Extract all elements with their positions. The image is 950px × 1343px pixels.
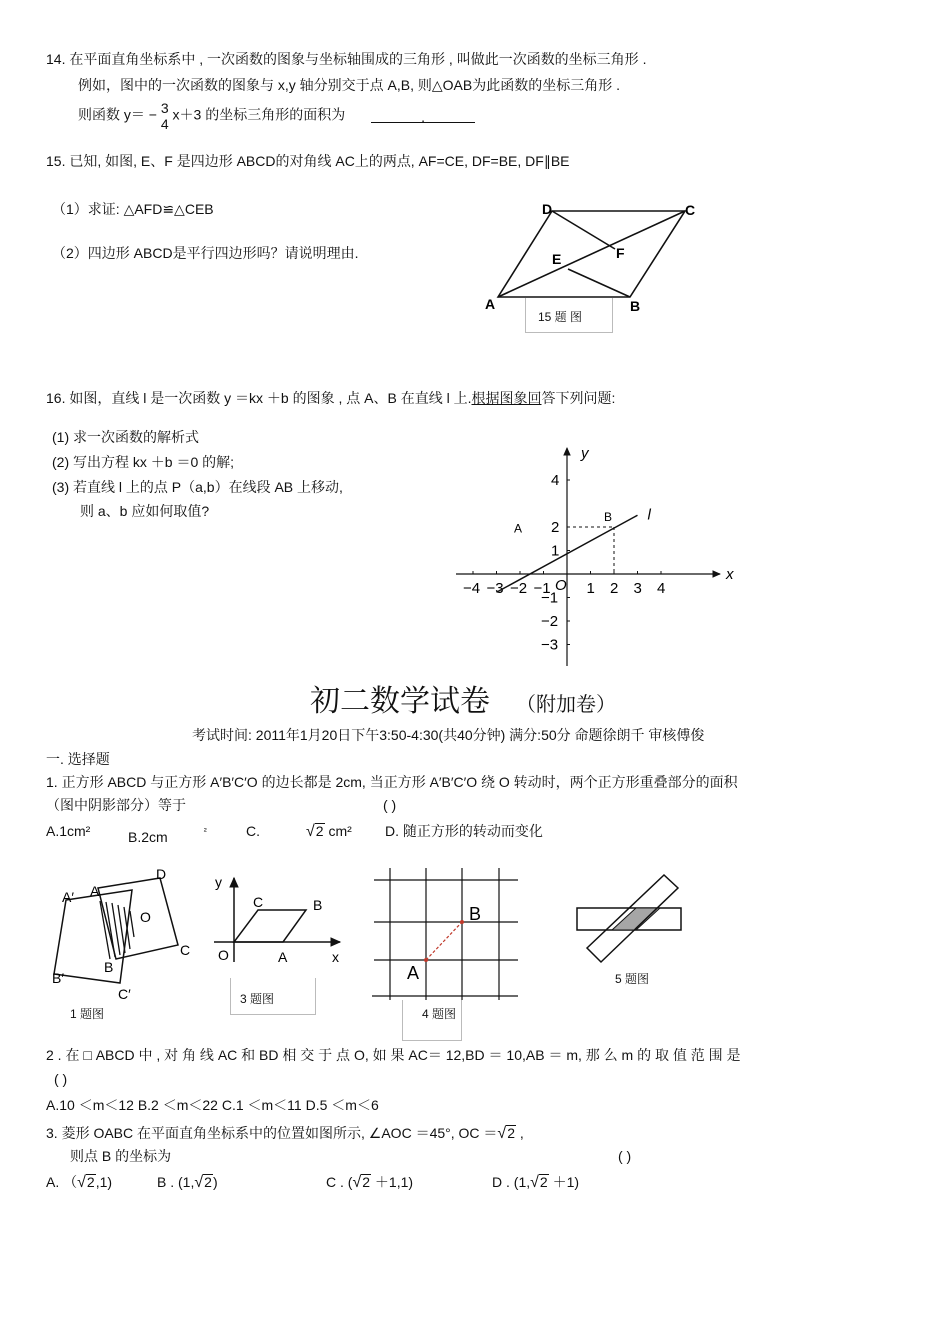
mc3-line2: 则点 B 的坐标为 xyxy=(70,1148,172,1164)
q14-line3 xyxy=(78,100,475,132)
mc3-option-b-post: ) xyxy=(212,1174,218,1190)
q16-line1-post: 答下列问题: xyxy=(541,390,616,406)
fig4 xyxy=(372,868,520,1000)
mc3-option-d-post: ＋1) xyxy=(548,1174,580,1190)
fig1-label: A′ xyxy=(62,889,74,905)
mc3-option-d[interactable]: D . (1,√2 ＋1) xyxy=(492,1174,580,1191)
q16-y-tick-label: 1 xyxy=(551,542,560,560)
fig1-label: C′ xyxy=(118,986,131,1002)
fig3 xyxy=(208,872,358,972)
q16-x-axis-label: x xyxy=(726,566,734,583)
q16-y-tick-label: −1 xyxy=(541,589,559,607)
q15-label-f: F xyxy=(616,245,625,261)
q16-item3: (3) 若直线 l 上的点 P（a,b）在线段 AB 上移动, xyxy=(52,479,343,495)
fig3-label: C xyxy=(253,894,264,910)
q16-x-tick-label: −2 xyxy=(510,580,528,597)
q16-line1-pre: 16. 如图，直线 l 是一次函数 y ＝kx ＋b 的图象 , 点 A、B 在直线 l 上. xyxy=(46,390,472,406)
extra-subtitle: （附加卷） xyxy=(516,692,616,716)
q15-segment-be xyxy=(568,269,630,297)
fig1-label: D xyxy=(156,866,167,882)
fig3-label: A xyxy=(278,949,288,965)
extra-info: 考试时间: 2011年1月20日下午3:50-4:30(共40分钟) 满分:50分 命题徐朗千 审核傅俊 xyxy=(192,727,705,743)
q15-label-e: E xyxy=(552,251,562,267)
mc1-line1: 1. 正方形 ABCD 与正方形 A′B′C′O 的边长都是 2cm, 当正方形 A′B′C′O 绕 O 转动时，两个正方形重叠部分的面积 xyxy=(46,774,738,790)
q16-item4: 则 a、b 应如何取值? xyxy=(80,503,210,519)
fig5 xyxy=(572,870,692,970)
mc3-paren[interactable]: ( ) xyxy=(618,1148,632,1164)
q14-line2: 例如，图中的一次函数的图象与 x,y 轴分别交于点 A,B, 则△OAB为此函数的坐标三角形 . xyxy=(78,77,621,93)
fig3-caption: 3 题图 xyxy=(240,992,275,1006)
q16-graph xyxy=(440,442,750,672)
mc3-line1: 3. 菱形 OABC 在平面直角坐标系中的位置如图所示, ∠AOC ＝45°, OC ＝√2 , xyxy=(46,1125,524,1142)
q16-x-tick-label: −1 xyxy=(533,580,551,597)
fig4-point-b xyxy=(460,920,464,924)
q16-item2: (2) 写出方程 kx ＋b ＝0 的解; xyxy=(52,454,235,470)
fig1-label: B xyxy=(104,959,114,975)
q16-point-b-label: B xyxy=(604,510,613,524)
mc2-options[interactable]: A.10 ＜m＜12 B.2 ＜m＜22 C.1 ＜m＜11 D.5 ＜m＜6 xyxy=(46,1097,379,1113)
fig3-label: x xyxy=(332,949,339,965)
mc2-line1: 2 . 在 □ ABCD 中 , 对 角 线 AC 和 BD 相 交 于 点 O, 如 果 AC＝ 12,BD ＝ 10,AB ＝ m, 那 么 m 的 取 值 范 围 是 xyxy=(46,1047,741,1063)
mc2-paren[interactable]: ( ) xyxy=(54,1071,68,1087)
q16-x-tick-label: −3 xyxy=(486,580,504,597)
q14-line1: 14. 在平面直角坐标系中 , 一次函数的图象与坐标轴围成的三角形 , 叫做此一次函数的坐标三角形 . xyxy=(46,51,647,67)
q16-x-tick-label: 4 xyxy=(657,580,666,597)
extra-title-main: 初二数学试卷 xyxy=(310,684,490,719)
mc3-option-b[interactable]: B . (1,√2) xyxy=(157,1174,218,1191)
fig1-label: O xyxy=(140,909,151,925)
mc1-option-d[interactable]: D. 随正方形的转动而变化 xyxy=(385,823,543,839)
q14-func-prefix: 则函数 y＝ − xyxy=(78,106,157,123)
q14-func-suffix: x＋3 的坐标三角形的面积为 xyxy=(172,106,346,123)
fig1-caption: 1 题图 xyxy=(70,1007,105,1021)
fig5-caption: 5 题图 xyxy=(615,972,650,986)
mc3-line1-post: , xyxy=(516,1125,524,1141)
q16-y-tick-label: −3 xyxy=(541,636,559,654)
q15-label-c: C xyxy=(685,202,696,218)
mc1-option-b-text: B.2cm xyxy=(128,829,168,845)
mc1-option-c-unit: cm² xyxy=(324,823,352,839)
mc1-option-a[interactable]: A.1cm² xyxy=(46,823,91,839)
q15-caption: 15 题 图 xyxy=(538,310,583,324)
fig1-label: C xyxy=(180,942,191,958)
q16-y-tick-label: −2 xyxy=(541,613,559,630)
mc1-paren[interactable]: ( ) xyxy=(383,797,397,813)
fig3-rhombus xyxy=(234,910,306,942)
q16-line1-link: 根据图象回 xyxy=(471,390,542,406)
q15-part1: （1）求证: △AFD≌△CEB xyxy=(52,201,214,217)
q16-x-tick-label: 2 xyxy=(610,580,619,597)
fig3-label: y xyxy=(215,874,222,890)
mc1-option-b[interactable] xyxy=(128,822,207,846)
mc3-option-a[interactable]: A. （√2,1) xyxy=(46,1174,113,1191)
q16-origin-label: O xyxy=(555,577,567,594)
fig1 xyxy=(48,865,208,1005)
mc3-option-d-rad: 2 xyxy=(539,1174,548,1190)
mc3-line1-radicand: 2 xyxy=(507,1125,515,1141)
mc3-option-a-pre: A. （ xyxy=(46,1174,78,1190)
mc1-option-c[interactable]: C. √2 cm² xyxy=(246,823,352,840)
mc1-option-c-radicand: 2 xyxy=(315,823,324,839)
q14-fraction xyxy=(161,100,169,132)
q16-line1 xyxy=(46,389,615,407)
q14-answer-blank[interactable]: . xyxy=(371,108,475,123)
fig3-label: B xyxy=(313,897,323,913)
q16-point-a-label: A xyxy=(514,521,523,536)
mc1-option-b-sup: ² xyxy=(203,826,207,836)
fig1-label: B′ xyxy=(52,970,64,986)
q14-frac-den: 4 xyxy=(160,116,169,132)
fig4-label: A xyxy=(407,963,420,983)
q16-y-tick-label: 2 xyxy=(551,519,560,536)
q16-x-tick-label: 1 xyxy=(586,580,595,597)
q15-line1: 15. 已知, 如图, E、F 是四边形 ABCD的对角线 AC上的两点, AF=CE, DF=BE, DF∥BE xyxy=(46,153,570,169)
mc3-option-c-rad: 2 xyxy=(362,1174,371,1190)
q15-part2: （2）四边形 ABCD是平行四边形吗？请说明理由. xyxy=(52,245,359,261)
fig4-caption: 4 题图 xyxy=(422,1007,457,1021)
mc3-option-c-post: ＋1,1) xyxy=(371,1174,414,1190)
q15-label-b: B xyxy=(630,298,641,314)
fig1-label: A xyxy=(90,883,100,899)
mc1-line2: （图中阴影部分）等于 xyxy=(46,797,186,813)
q15-segment-df xyxy=(552,211,615,249)
q16-y-tick-label: 4 xyxy=(551,472,560,489)
q15-label-a: A xyxy=(485,296,496,312)
fig4-label: B xyxy=(469,904,482,924)
mc3-option-b-rad: 2 xyxy=(204,1174,212,1190)
fig4-point-a xyxy=(424,958,428,962)
q16-line-l-label: l xyxy=(647,506,651,524)
mc3-option-d-pre: D . (1, xyxy=(492,1174,531,1190)
extra-title xyxy=(310,684,616,722)
fig4-segment-ab xyxy=(426,922,462,960)
mc3-option-c[interactable]: C . (√2 ＋1,1) xyxy=(326,1174,414,1191)
section-heading: 一. 选择题 xyxy=(46,751,110,767)
mc1-option-c-label: C. xyxy=(246,823,260,839)
q16-item1: (1) 求一次函数的解析式 xyxy=(52,429,199,445)
mc3-line1-pre: 3. 菱形 OABC 在平面直角坐标系中的位置如图所示, ∠AOC ＝45°, OC ＝ xyxy=(46,1125,498,1141)
fig3-label: O xyxy=(218,947,229,963)
q16-x-tick-label: 3 xyxy=(633,580,642,597)
mc3-option-a-post: ,1) xyxy=(95,1174,113,1190)
q14-frac-num: 3 xyxy=(160,100,169,116)
mc3-option-b-pre: B . (1, xyxy=(157,1174,195,1190)
mc3-option-a-rad: 2 xyxy=(86,1174,95,1190)
q16-x-tick-label: −4 xyxy=(463,580,481,597)
q16-y-axis-label: y xyxy=(581,445,589,462)
q15-label-d: D xyxy=(542,201,553,217)
fig1-square-abcd xyxy=(98,878,178,959)
mc3-option-c-pre: C . ( xyxy=(326,1174,353,1190)
